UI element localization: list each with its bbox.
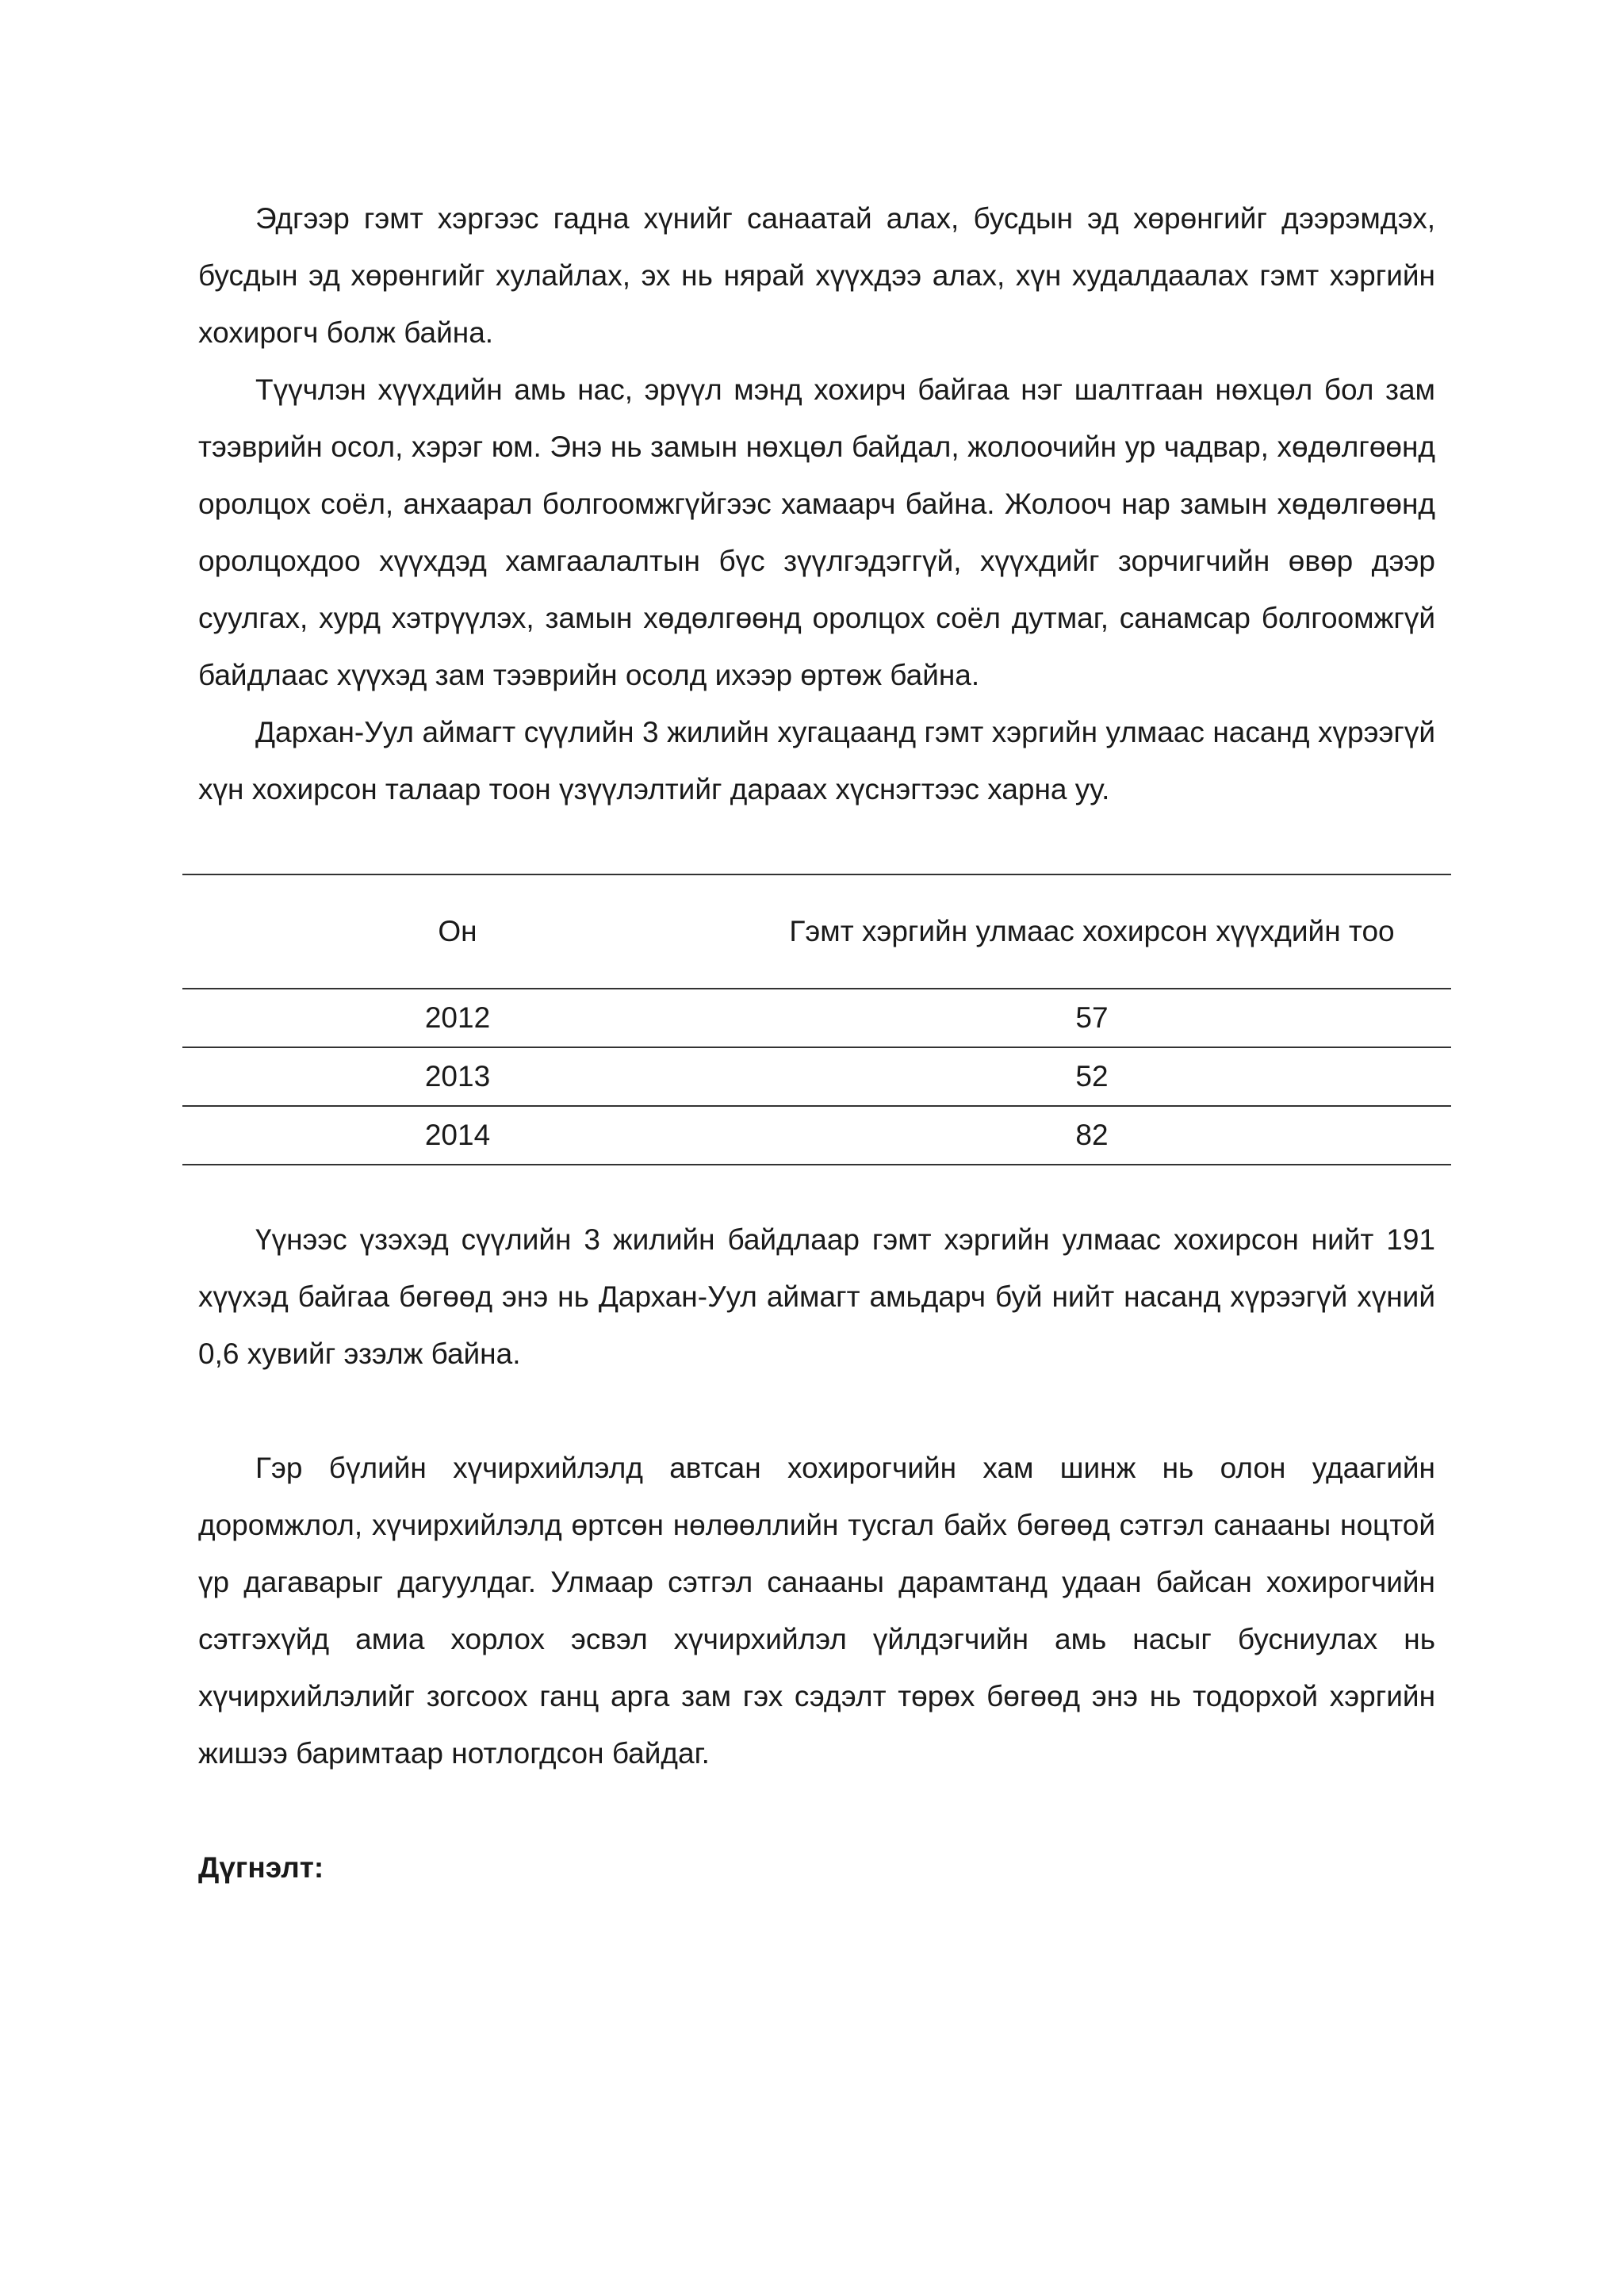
header-year: Он	[438, 915, 477, 947]
spacer	[198, 1165, 1435, 1211]
conclusion-heading: Дүгнэлт:	[198, 1851, 324, 1884]
paragraph-crimes: Эдгээр гэмт хэргээс гадна хүнийг санаатай алах, бусдын эд хөрөнгийг дээрэмдэх, бусдын эд хөрөнгийг хулайлах, эх нь нярай хүүхдээ алах, хүн худалдаалах гэмт хэргийн хохирогч болж байна.	[198, 202, 1435, 349]
header-victim-count: Гэмт хэргийн улмаас хохирсон хүүхдийн тоо	[789, 915, 1395, 947]
cell-count: 52	[1075, 1060, 1109, 1093]
victims-table	[182, 874, 1451, 1165]
cell-year: 2012	[424, 1001, 491, 1034]
spacer	[198, 1383, 1435, 1440]
table-row	[182, 1106, 1451, 1165]
paragraph-domestic-violence: Гэр бүлийн хүчирхийлэлд автсан хохирогчийн хам шинж нь олон удаагийн доромжлол, хүчирхийлэлд өртсөн нөлөөллийн тусгал байх бөгөөд сэтгэл санааны ноцтой үр дагаварыг дагуулдаг. Улмаар сэтгэл санааны дарамтанд удаан байсан хохирогчийн сэтгэхүйд амиа хорлох эсвэл хүчирхийлэл үйлдэгчийн амь насыг бусниулах нь хүчирхийлэлийг зогсоох ганц арга зам гэх сэдэлт төрөх бөгөөд энэ нь тодорхой хэргийн жишээ баримтаар нотлогдсон байдаг.	[198, 1452, 1435, 1770]
cell-count: 57	[1075, 1001, 1109, 1034]
document-page	[198, 190, 1435, 1896]
spacer	[198, 818, 1435, 874]
table-row	[182, 989, 1451, 1047]
paragraph-summary-stats: Үүнээс үзэхэд сүүлийн 3 жилийн байдлаар гэмт хэргийн улмаас хохирсон нийт 191 хүүхэд байгаа бөгөөд энэ нь Дархан-Уул аймагт амьдарч буй нийт насанд хүрээгүй хүний 0,6 хувийг эзэлж байна.	[198, 1223, 1435, 1370]
cell-year: 2014	[424, 1119, 491, 1151]
paragraph-table-intro: Дархан-Уул аймагт сүүлийн 3 жилийн хугацаанд гэмт хэргийн улмаас насанд хүрээгүй хүн хохирсон талаар тоон үзүүлэлтийг дараах хүснэгтээс харна уу.	[198, 716, 1435, 806]
table-row	[182, 1047, 1451, 1106]
paragraph-traffic-accidents: Түүчлэн хүүхдийн амь нас, эрүүл мэнд хохирч байгаа нэг шалтгаан нөхцөл бол зам тээврийн осол, хэрэг юм. Энэ нь замын нөхцөл байдал, жолоочийн ур чадвар, хөдөлгөөнд оролцох соёл, анхаарал болгоомжгүйгээс хамаарч байна. Жолооч нар замын хөдөлгөөнд оролцохдоо хүүхдэд хамгаалалтын бүс зүүлгэдэггүй, хүүхдийг зорчигчийн өвөр дээр суулгах, хурд хэтрүүлэх, замын хөдөлгөөнд оролцох соёл дутмаг, санамсар болгоомжгүй байдлаас хүүхэд зам тээврийн осолд ихээр өртөж байна.	[198, 373, 1435, 691]
cell-year: 2013	[424, 1060, 491, 1093]
spacer	[198, 1782, 1435, 1839]
cell-count: 82	[1075, 1119, 1109, 1151]
table-header-row	[182, 874, 1451, 989]
